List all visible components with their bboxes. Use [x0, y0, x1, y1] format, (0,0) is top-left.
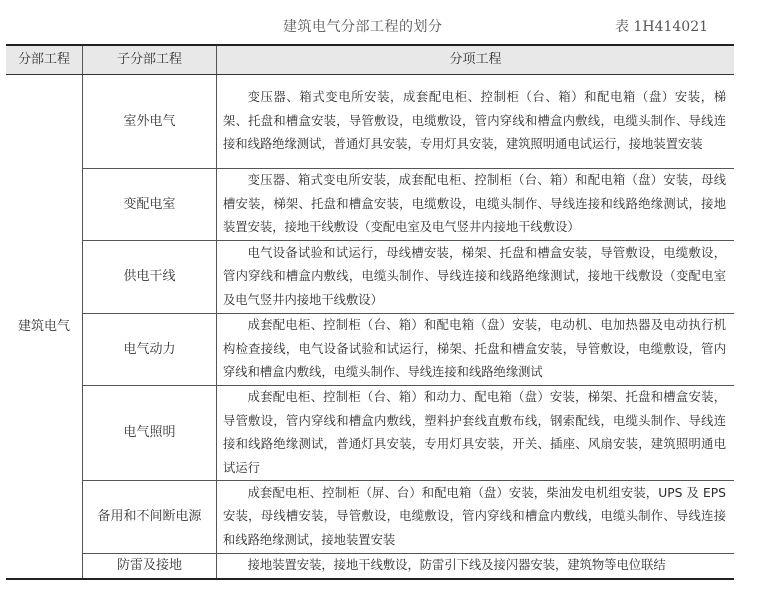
header-items: 分项工程: [217, 45, 735, 75]
subdivision-cell: 电气动力: [83, 314, 217, 386]
table-row: [6, 241, 734, 314]
items-cell: [217, 314, 735, 386]
items-text: 变压器、箱式变电所安装，成套配电柜、控制柜（台、箱）和配电箱（盘）安装，母线槽安装，梯架、托盘和槽盒安装，电缆敷设，电缆头制作、导线连接和线路绝缘测试，接地装置安装，接地干线敷设（变配电室及电气竖井内接地干线敷设）: [223, 173, 726, 235]
table-title: 建筑电气分部工程的划分: [283, 19, 443, 35]
subdivision-cell: 电气照明: [83, 386, 217, 481]
electrical-division-table: [6, 44, 734, 580]
subdivision-cell: 供电干线: [83, 241, 217, 314]
subdivision-cell: 变配电室: [83, 169, 217, 241]
items-cell: [217, 481, 735, 554]
header-subdivision: 子分部工程: [83, 45, 217, 75]
table-number: 表 1H414021: [615, 19, 709, 35]
items-cell: [217, 554, 735, 579]
table-caption: [0, 16, 780, 38]
table-row: [6, 75, 734, 169]
items-cell: [217, 75, 735, 169]
header-division: 分部工程: [6, 45, 83, 75]
division-cell: 建筑电气: [6, 75, 83, 579]
table-header-row: [6, 45, 734, 75]
table-row: [6, 554, 734, 579]
table-row: [6, 481, 734, 554]
items-text: 变压器、箱式变电所安装，成套配电柜、控制柜（台、箱）和配电箱（盘）安装，梯架、托盘和槽盒安装，导管敷设，电缆敷设，管内穿线和槽盒内敷线，电缆头制作、导线连接和线路绝缘测试，普通灯具安装，专用灯具安装，建筑照明通电试运行，接地装置安装: [223, 90, 726, 152]
items-text: 成套配电柜、控制柜（台、箱）和配电箱（盘）安装，电动机、电加热器及电动执行机构检查接线，电气设备试验和试运行，梯架、托盘和槽盒安装，导管敷设，电缆敷设，管内穿线和槽盒内敷线，电缆头制作、导线连接和线路绝缘测试: [223, 318, 726, 380]
subdivision-cell: 防雷及接地: [83, 554, 217, 579]
items-cell: [217, 386, 735, 481]
subdivision-cell: 室外电气: [83, 75, 217, 169]
table-row: [6, 169, 734, 241]
items-text: 成套配电柜、控制柜（屏、台）和配电箱（盘）安装，柴油发电机组安装，UPS 及 EPS 安装，母线槽安装，导管敷设，电缆敷设，管内穿线和槽盒内敷线，电缆头制作、导线连接和线路绝缘测试，接地装置安装: [223, 485, 726, 547]
table-row: [6, 386, 734, 481]
items-cell: [217, 169, 735, 241]
table-row: [6, 314, 734, 386]
subdivision-cell: 备用和不间断电源: [83, 481, 217, 554]
items-cell: [217, 241, 735, 314]
items-text: 电气设备试验和试运行，母线槽安装，梯架、托盘和槽盒安装，导管敷设，电缆敷设，管内穿线和槽盒内敷线，电缆头制作、导线连接和线路绝缘测试，接地干线敷设（变配电室及电气竖井内接地干线敷设）: [223, 245, 726, 307]
items-text: 接地装置安装，接地干线敷设，防雷引下线及接闪器安装，建筑物等电位联结: [247, 558, 666, 572]
items-text: 成套配电柜、控制柜（台、箱）和动力、配电箱（盘）安装，梯架、托盘和槽盒安装，导管敷设，管内穿线和槽盒内敷线，塑料护套线直敷布线，钢索配线，电缆头制作、导线连接和线路绝缘测试，普通灯具安装，专用灯具安装，开关、插座、风扇安装，建筑照明通电试运行: [223, 390, 726, 475]
